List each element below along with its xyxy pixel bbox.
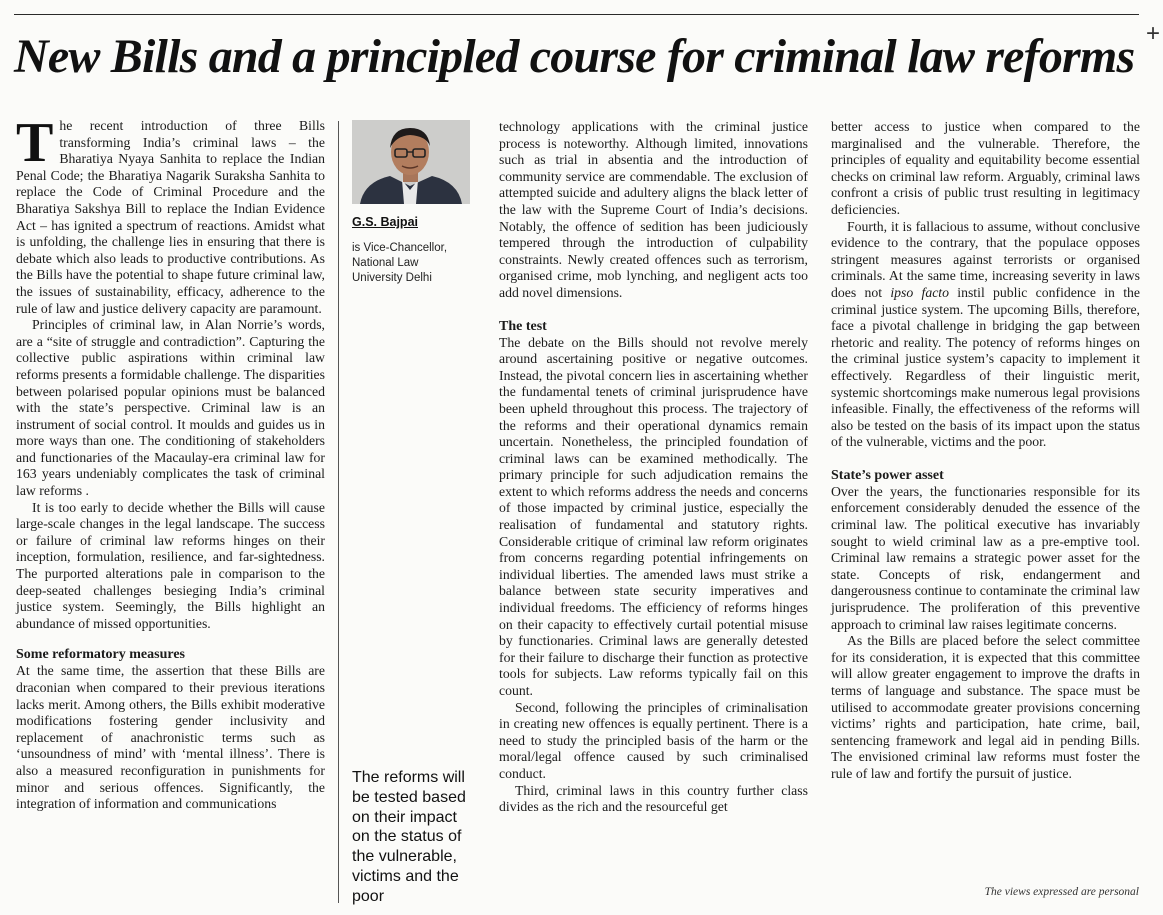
section-heading: State’s power asset [831, 467, 944, 483]
section-heading: The test [499, 318, 547, 334]
paragraph-text: Fourth, it is fallacious to assume, without conclusive evidence to the contrary, that the populace opposes stringent measures against terrorists or organised criminals. At the same time, increasing severity in laws does not [831, 218, 1140, 300]
paragraph-text: he recent introduction of three Bills transforming India’s criminal laws – the Bharatiya Nyaya Sanhita to replace the Indian Penal Code; the Bharatiya Nagarik Suraksha Sanhita to replace the Code of Criminal Procedure and the Bharatiya Sakshya Bill to replace the Indian Evidence Act – has ignited a spectrum of reactions. Amidst what is unfolding, the challenge lies in ensuring that there is debate which also leads to productive contributions. As the Bills have the potential to shape future criminal law, the issues of sustainability, efficacy, adherence to the rule of law and justice delivery capacity are paramount. [16, 118, 325, 316]
paragraph-text: instil public confidence in the criminal justice system. The upcoming Bills, therefore, face a pivotal challenge in bridging the gap between rhetoric and reality. The potency of reforms hinges on the criminal justice system’s capacity to implement it effectively. Regardless of their linguistic merit, systemic shortcomings make numerous legal provisions infeasible. Finally, the effectiveness of the reforms will also be tested on the basis of its impact upon the status of the vulnerable, victims and the poor. [831, 284, 1140, 450]
paragraph [16, 112, 325, 317]
author-desc-line: National Law [352, 257, 419, 269]
paragraph: At the same time, the assertion that these Bills are draconian when compared to their previous iterations lacks merit. Among others, the Bills exhibit moderative modifications fostering gender inclusivity and replacement of anachronistic terms such as ‘unsoundness of mind’ with ‘mental illness’. There is also a measured reconfiguration in punishments for minor and serious offences. Significantly, the integration of information and communications [16, 663, 325, 812]
paragraph: As the Bills are placed before the select committee for its consideration, it is expected that this committee will allow greater engagement to improve the drafts in terms of language and substance. The space must be utilised to accommodate greater provisions concerning victims’ rights and participation, hate crime, bail, sentencing framework and legal aid in pending Bills. The envisioned criminal law reforms must foster the rule of law and fortify the pursuit of justice. [831, 633, 1140, 781]
article-column-3 [499, 119, 808, 816]
plus-icon: + [1146, 20, 1161, 47]
column-divider [338, 121, 339, 903]
author-photo [352, 120, 470, 204]
article-headline: New Bills and a principled course for criminal law reforms [14, 30, 1135, 83]
top-rule [14, 14, 1139, 15]
paragraph [831, 219, 1140, 451]
author-name: G.S. Bajpai [352, 215, 418, 229]
paragraph: Principles of criminal law, in Alan Norrie’s words, are a “site of struggle and contradiction”. Capturing the collective public aspirations within criminal law reforms presents a formidable challenge. The disparities between polarised popular opinions must be balanced with the state’s perspective. Criminal law is an instrument of social control. It moulds and guides us in more ways than one. The conditioning of stakeholders and functionaries of the Macaulay-era criminal law for 163 years undeniably complicates the task of criminal law reforms . [16, 317, 325, 499]
section-heading: Some reformatory measures [16, 647, 185, 663]
paragraph: Third, criminal laws in this country further class divides as the rich and the resourceful get [499, 782, 808, 815]
author-description [352, 241, 470, 286]
article-column-4 [831, 119, 1140, 783]
paragraph: technology applications with the criminal justice process is noteworthy. Although limited, innovations such as trial in absentia and the introduction of community service are commendable. The exclusion of attempted suicide and adultery aligns the black letter of the law with the Supreme Court of India’s decisions. Notably, the offence of sedition has been judiciously tempered through the introduction of culpability constraints. Newly created offences such as terrorism, organised crime, mob lynching, and negligent acts too add novel dimensions. [499, 119, 808, 300]
paragraph: Second, following the principles of criminalisation in creating new offences is equally pertinent. There is a need to study the principled basis of the harm or the moral/legal offence caused by such criminalised conduct. [499, 699, 808, 781]
drop-cap: T [16, 112, 54, 174]
author-desc-line: is Vice-Chancellor, [352, 242, 448, 254]
paragraph: better access to justice when compared to the marginalised and the vulnerable. Therefore, the principles of equality and equitability become essential checks on criminal law reform. Arguably, criminal laws confront a crisis of public trust resulting in legitimacy deficiencies. [831, 119, 1140, 217]
article-column-1 [16, 112, 325, 813]
paragraph: It is too early to decide whether the Bills will cause large-scale changes in the legal landscape. The success or failure of criminal law reforms hinges on their inception, formulation, resilience, and far-sightedness. The purported alterations pale in comparison to the deep-seated challenges besieging India’s criminal justice system. Seemingly, the Bills highlight an abundance of missed opportunities. [16, 499, 325, 631]
paragraph: Over the years, the functionaries responsible for its enforcement considerably denuded the essence of the criminal law. The political executive has invariably sought to wield criminal law as a pre-emptive tool. Criminal law remains a strategic power asset for the state. Concepts of risk, endangerment and dangerousness continue to contaminate the criminal law jurisprudence. The proliferation of this preventive approach to criminal law raises legitimate concerns. [831, 483, 1140, 632]
author-portrait-icon [352, 120, 470, 204]
paragraph: The debate on the Bills should not revolve merely around ascertaining positive or negative outcomes. Instead, the pivotal concern lies in ascertaining whether the fundamental tenets of criminal jurisprudence have been upheld throughout this process. The trajectory of the reforms and their operational dynamics remain uncertain. Nonetheless, the principled foundation of criminal laws can be examined methodically. The primary principle for such adjudication remains the extent to which reforms address the needs and concerns of those impacted by criminal justice, especially the realisation of fundamental and statutory rights. Considerable critique of criminal law reform originates from concerns regarding potential infringements on individual liberties. The amended laws must strike a balance between state security imperatives and individual freedoms. The efficiency of reforms hinges on their capacity to effectively curtail potential misuse by functionaries. Criminal laws are generally detested for their failure to discharge their function as protective tools for subjects. Law reforms typically fail on this count. [499, 334, 808, 698]
author-desc-line: University Delhi [352, 272, 432, 284]
disclaimer-note: The views expressed are personal [984, 886, 1139, 898]
italic-phrase: ipso facto [890, 284, 949, 300]
pull-quote: The reforms will be tested based on their impact on the status of the vulnerable, victims and the poor [352, 769, 466, 905]
